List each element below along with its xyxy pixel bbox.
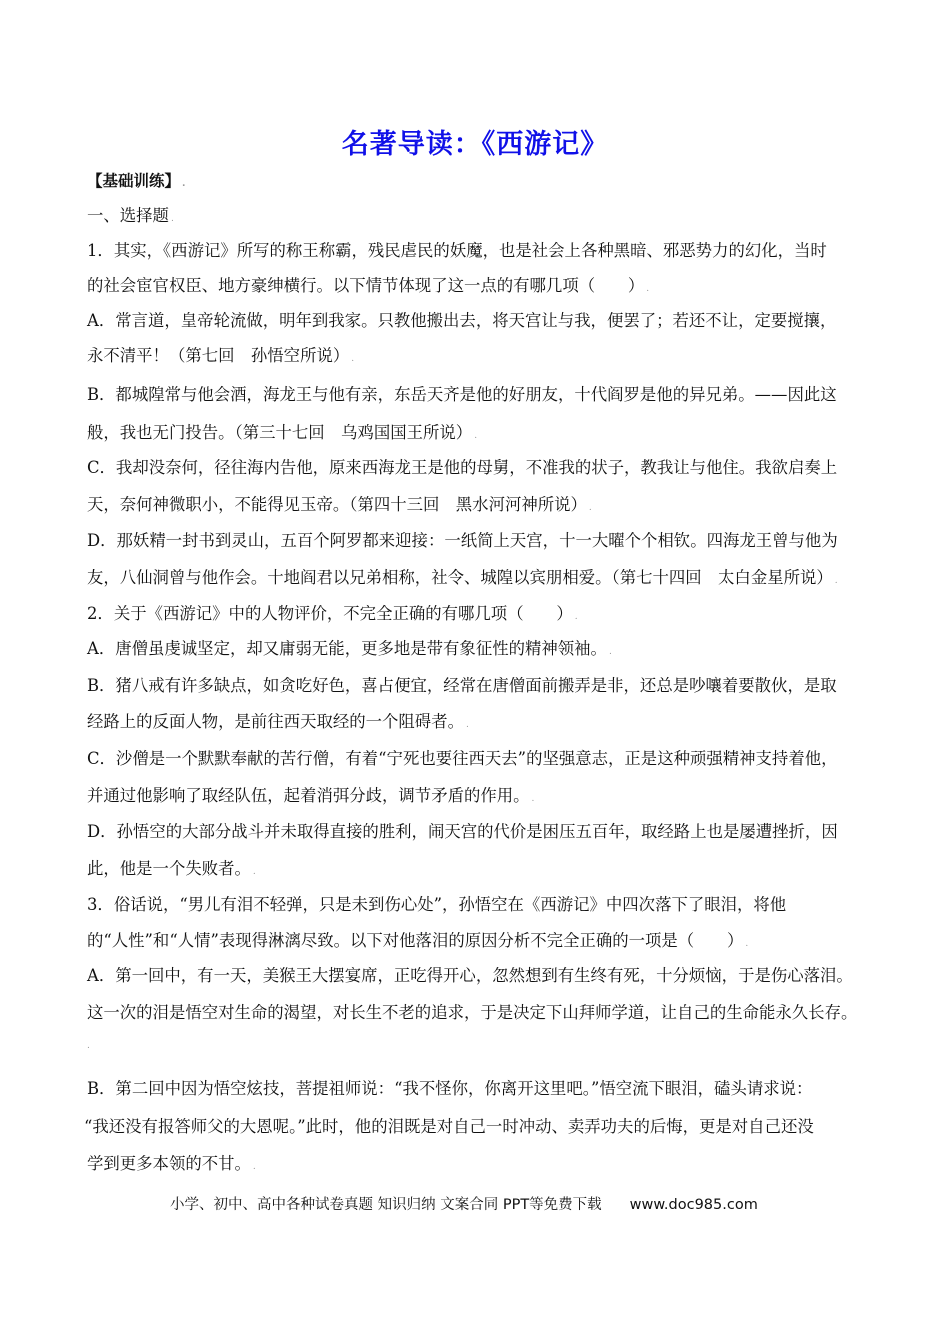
paragraph-mark: .	[531, 794, 535, 804]
text-line: A．常言道，皇帝轮流做，明年到我家。只教他搬出去，将天宫让与我，便罢了；若还不让，定要搅攘，	[87, 311, 837, 330]
page-title: 名著导读：《西游记》	[341, 129, 609, 160]
text-line: 的社会宦官权臣、地方豪绅横行。以下情节体现了这一点的有哪几项（ ） .	[87, 276, 650, 295]
text-line: 学到更多本领的不甘。 .	[87, 1154, 256, 1173]
text-line: A．第一回中，有一天，美猴王大摆宴席，正吃得开心，忽然想到有生终有死，十分烦恼，于是伤心落泪。	[87, 966, 853, 985]
section-heading: 【基础训练】 .	[87, 172, 186, 190]
footer-text: 小学、初中、高中各种试卷真题 知识归纳 文案合同 PPT等免费下载	[170, 1197, 602, 1213]
text-line: B．猪八戒有许多缺点，如贪吃好色，喜占便宜，经常在唐僧面前搬弄是非，还总是吵嚷着要散伙，是取	[87, 676, 837, 695]
text-line: 永不清平！（第七回 孙悟空所说） .	[87, 346, 355, 365]
paragraph-mark: .	[834, 576, 838, 586]
paragraph-mark: .	[252, 1162, 256, 1172]
text-line: 天，奈何神微职小，不能得见玉帝。（第四十三回 黑水河河神所说） .	[87, 495, 592, 514]
text-line: 2．关于《西游记》中的人物评价，不完全正确的有哪几项（ ） .	[87, 604, 578, 623]
subsection-heading: 一、选择题 .	[87, 206, 174, 225]
text-line: C．沙僧是一个默默奉献的苦行僧，有着“宁死也要往西天去”的坚强意志，正是这种顽强精神支持着他，	[87, 749, 838, 768]
paragraph-mark: .	[170, 214, 174, 224]
text-line: D．那妖精一封书到灵山，五百个阿罗都来迎接：一纸简上天宫，十一大曜个个相钦。四海龙王曾与他为	[87, 531, 838, 550]
footer	[170, 1193, 758, 1214]
paragraph-mark: .	[588, 503, 592, 513]
text-line: C．我却没奈何，径往海内告他，原来西海龙王是他的母舅，不准我的状子，教我让与他住。我欲启奏上	[87, 458, 838, 477]
paragraph-mark: .	[574, 612, 578, 622]
text-line: A．唐僧虽虔诚坚定，却又庸弱无能，更多地是带有象征性的精神领袖。 .	[87, 639, 612, 658]
text-line: D．孙悟空的大部分战斗并未取得直接的胜利，闹天宫的代价是困压五百年，取经路上也是屡遭挫折，因	[87, 822, 838, 841]
text-line: B．都城隍常与他会酒，海龙王与他有亲，东岳天齐是他的好朋友，十代阎罗是他的异兄弟。——因此这	[87, 385, 837, 404]
text-line: 经路上的反面人物，是前往西天取经的一个阻碍者。 .	[87, 712, 469, 731]
paragraph-mark: .	[182, 179, 186, 189]
paragraph-mark: .	[252, 867, 256, 877]
paragraph-mark: .	[474, 431, 478, 441]
text-line: 友，八仙洞曾与他作会。十地阎君以兄弟相称，社令、城隍以宾朋相爱。（第七十四回 太白金星所说） .	[87, 568, 838, 587]
paragraph-mark: .	[745, 939, 749, 949]
text-line: “我还没有报答师父的大恩呢。”此时，他的泪既是对自己一时冲动、卖弄功夫的后悔，更是对自己还没	[84, 1117, 814, 1136]
paragraph-mark: .	[87, 1041, 90, 1051]
text-line: 3．俗话说，“男儿有泪不轻弹，只是未到伤心处”，孙悟空在《西游记》中四次落下了眼泪，将他	[87, 895, 787, 914]
text-line: 此，他是一个失败者。 .	[87, 859, 256, 878]
paragraph-mark: .	[351, 354, 355, 364]
paragraph-mark: .	[608, 647, 612, 657]
text-line: 并通过他影响了取经队伍，起着消弭分歧，调节矛盾的作用。 .	[87, 786, 535, 805]
text-line: 这一次的泪是悟空对生命的渴望，对长生不老的追求，于是决定下山拜师学道，让自己的生命能永久长存。	[87, 1003, 858, 1022]
text-line: B．第二回中因为悟空炫技，菩提祖师说：“我不怪你，你离开这里吧。”悟空流下眼泪，磕头请求说：	[87, 1079, 813, 1098]
paragraph-mark: .	[465, 720, 469, 730]
footer-url[interactable]: www.doc985.com	[629, 1197, 758, 1213]
text-line: 般，我也无门投告。（第三十七回 乌鸡国国王所说） .	[87, 423, 478, 442]
paragraph-mark: .	[646, 284, 650, 294]
text-line: 的“人性”和“人情”表现得淋漓尽致。以下对他落泪的原因分析不完全正确的一项是（ ） .	[87, 931, 749, 950]
text-line: 1．其实，《西游记》所写的称王称霸，残民虐民的妖魔，也是社会上各种黑暗、邪恶势力的幻化，当时	[87, 241, 827, 260]
